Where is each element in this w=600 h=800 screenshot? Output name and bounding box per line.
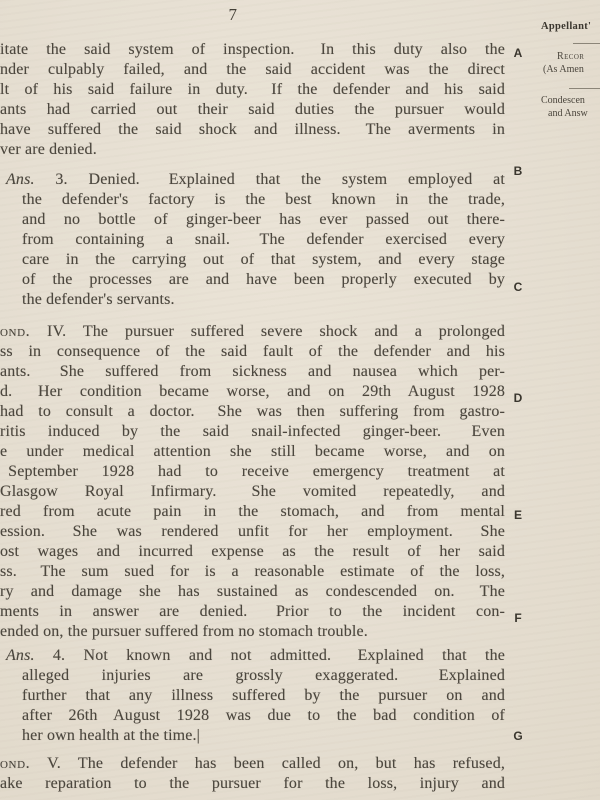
text-line: red from acute pain in the stomach, and from mental: [0, 503, 505, 520]
text-line: itate the said system of inspection. In this duty also the: [0, 41, 505, 58]
margin-note-appellant: Appellant': [541, 21, 592, 32]
body-text: [0, 40, 505, 794]
paragraph-lead: Ans.: [6, 647, 35, 664]
text-line: September 1928 had to receive emergency treatment at: [0, 463, 505, 480]
margin-marker-f: F: [514, 611, 522, 625]
margin-marker-e: E: [513, 508, 522, 522]
text-line: e under medical attention she still became worse, and on: [0, 443, 505, 460]
text-line: had to consult a doctor. She was then suffering from gastro-: [0, 403, 505, 420]
text-line: after 26th August 1928 was due to the bad condition of: [22, 707, 505, 724]
paragraph-lead: ond.: [0, 323, 31, 340]
text-line: Glasgow Royal Infirmary. She vomited repeatedly, and: [0, 483, 505, 500]
margin-note-record: Recor: [557, 51, 585, 62]
text-line: from containing a snail. The defender exercised every: [22, 231, 505, 248]
text-line: ss. The sum sued for is a reasonable estimate of the loss,: [0, 563, 505, 580]
text-line: care in the carrying out of that system, and every stage: [22, 251, 505, 268]
text-line: her own health at the time.|: [22, 727, 201, 744]
margin-marker-d: D: [513, 391, 523, 405]
margin-marker-a: A: [513, 46, 523, 60]
margin-note-as-amended: (As Amen: [543, 64, 584, 75]
margin-marker-b: B: [513, 164, 523, 178]
paragraph: [0, 40, 505, 160]
paragraph: [0, 322, 505, 642]
paragraph: [0, 170, 505, 310]
text-line: ond. IV. The pursuer suffered severe shock and a prolonged: [0, 323, 505, 340]
margin-marker-c: C: [513, 280, 523, 294]
text-line: lt of his said failure in duty. If the defender and his said: [0, 81, 505, 98]
paragraph-lead: Ans.: [6, 171, 35, 188]
margin-note-rule: [569, 88, 600, 89]
paragraph: [0, 646, 505, 746]
text-line: alleged injuries are grossly exaggerated. Explained: [22, 667, 505, 684]
text-line: ost wages and incurred expense as the result of her said: [0, 543, 505, 560]
text-line: ond. V. The defender has been called on, but has refused,: [0, 755, 505, 772]
paragraph-lead: ond.: [0, 755, 31, 772]
text-line: have suffered the said shock and illness. The averments in: [0, 121, 505, 138]
text-line: ver are denied.: [0, 141, 97, 158]
page-number: 7: [228, 5, 238, 24]
text-line: ants had carried out their said duties the pursuer would: [0, 101, 505, 118]
text-line: the defender's factory is the best known in the trade,: [22, 191, 505, 208]
margin-note-and-answers: and Answ: [548, 108, 588, 119]
text-line: further that any illness suffered by the pursuer on and: [22, 687, 505, 704]
text-line: Ans. 4. Not known and not admitted. Explained that the: [6, 647, 505, 664]
margin-note-rule: [573, 43, 600, 44]
text-line: d. Her condition became worse, and on 29th August 1928: [0, 383, 505, 400]
text-line: ments in answer are denied. Prior to the incident con-: [0, 603, 505, 620]
text-line: ss in consequence of the said fault of the defender and his: [0, 343, 505, 360]
paragraph: [0, 754, 505, 794]
margin-marker-g: G: [513, 729, 523, 743]
text-line: ession. She was rendered unfit for her employment. She: [0, 523, 505, 540]
text-line: ritis induced by the said snail-infected ginger-beer. Even: [0, 423, 505, 440]
text-line: ended on, the pursuer suffered from no stomach trouble.: [0, 623, 368, 640]
text-line: the defender's servants.: [22, 291, 175, 308]
text-line: ake reparation to the pursuer for the loss, injury and: [0, 775, 505, 792]
text-line: Ans. 3. Denied. Explained that the system employed at: [6, 171, 505, 188]
text-line: nder culpably failed, and the said accident was the direct: [0, 61, 505, 78]
text-line: ry and damage she has sustained as condescended on. The: [0, 583, 505, 600]
text-line: and no bottle of ginger-beer has ever passed out there-: [22, 211, 505, 228]
text-line: of the processes are and have been properly executed by: [22, 271, 505, 288]
text-line: ants. She suffered from sickness and nausea which per-: [0, 363, 505, 380]
margin-note-condescendence: Condescen: [541, 95, 585, 106]
